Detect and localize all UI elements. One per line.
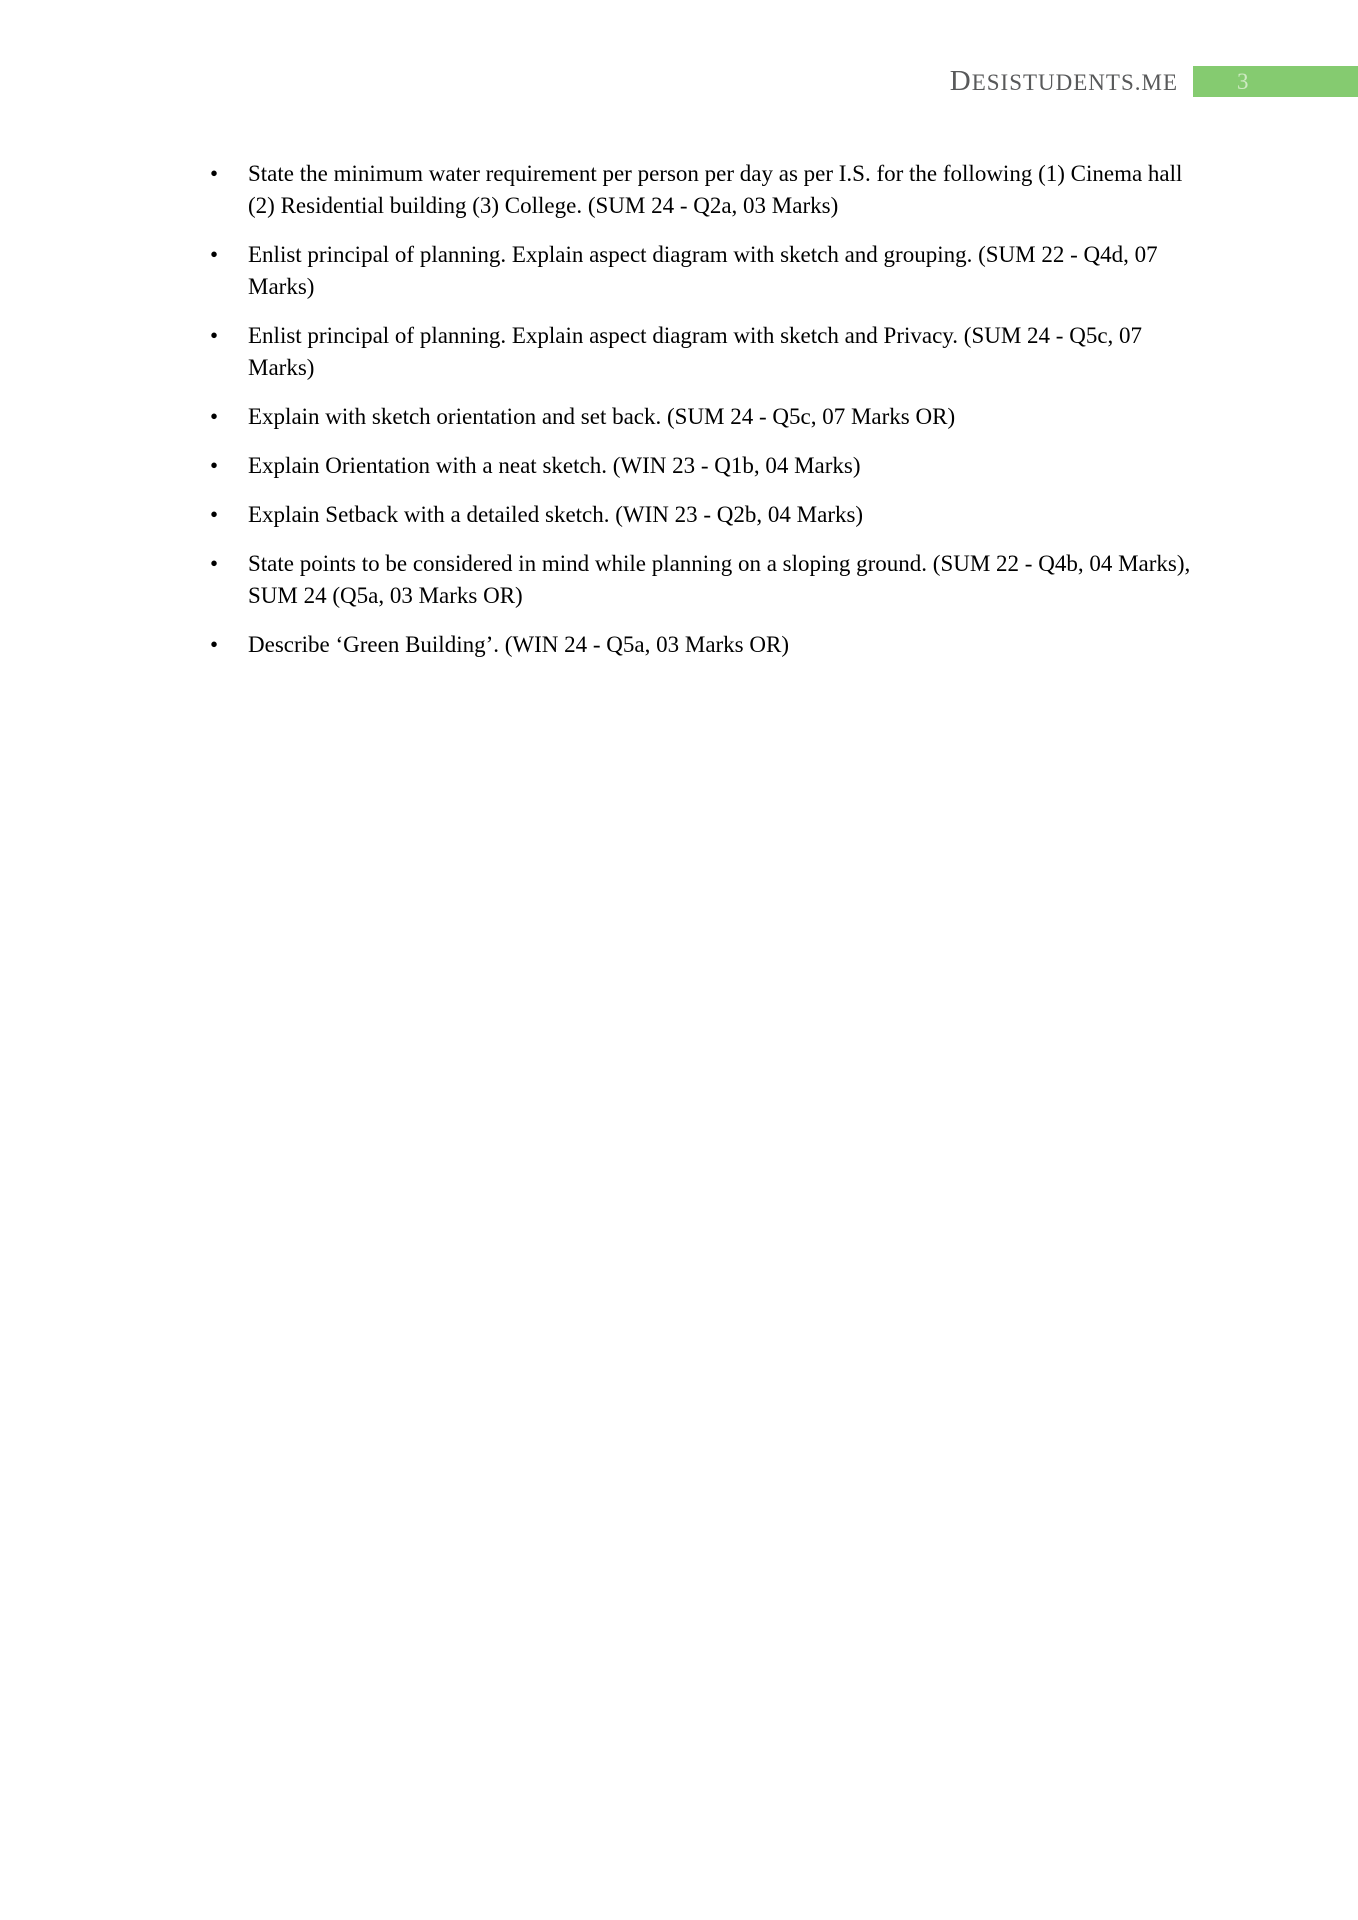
question-text: Enlist principal of planning. Explain aspect diagram with sketch and grouping. (SUM 22 - Q4d, 07 Marks) xyxy=(248,242,1158,299)
question-text: Enlist principal of planning. Explain aspect diagram with sketch and Privacy. (SUM 24 - Q5c, 07 Marks) xyxy=(248,323,1143,380)
question-item xyxy=(210,239,1205,303)
question-section xyxy=(210,158,1205,678)
site-name: DESISTUDENTS.ME xyxy=(949,64,1178,97)
question-text: Explain Setback with a detailed sketch. (WIN 23 - Q2b, 04 Marks) xyxy=(248,502,864,527)
page-number: 3 xyxy=(1237,69,1249,94)
question-item xyxy=(210,499,1205,531)
bullet-icon xyxy=(210,401,230,433)
question-item xyxy=(210,450,1205,482)
bullet-icon xyxy=(210,158,230,190)
question-text: Describe ‘Green Building’. (WIN 24 - Q5a, 03 Marks OR) xyxy=(248,632,789,657)
bullet-icon xyxy=(210,548,230,580)
question-item xyxy=(210,548,1205,612)
question-item xyxy=(210,629,1205,661)
bullet-icon xyxy=(210,320,230,352)
question-text: Explain Orientation with a neat sketch. (WIN 23 - Q1b, 04 Marks) xyxy=(248,453,861,478)
question-text: State points to be considered in mind while planning on a sloping ground. (SUM 22 - Q4b, 04 Marks), SUM 24 (Q5a, 03 Marks OR) xyxy=(248,551,1191,608)
bullet-icon xyxy=(210,629,230,661)
question-item xyxy=(210,158,1205,222)
question-item xyxy=(210,320,1205,384)
question-list xyxy=(210,158,1205,661)
page-number-badge xyxy=(1193,66,1358,97)
page-header xyxy=(0,66,1358,97)
question-text: State the minimum water requirement per person per day as per I.S. for the following (1) Cinema hall (2) Residential building (3) College. (SUM 24 - Q2a, 03 Marks) xyxy=(248,161,1183,218)
question-item xyxy=(210,401,1205,433)
bullet-icon xyxy=(210,450,230,482)
bullet-icon xyxy=(210,239,230,271)
bullet-icon xyxy=(210,499,230,531)
question-text: Explain with sketch orientation and set back. (SUM 24 - Q5c, 07 Marks OR) xyxy=(248,404,956,429)
